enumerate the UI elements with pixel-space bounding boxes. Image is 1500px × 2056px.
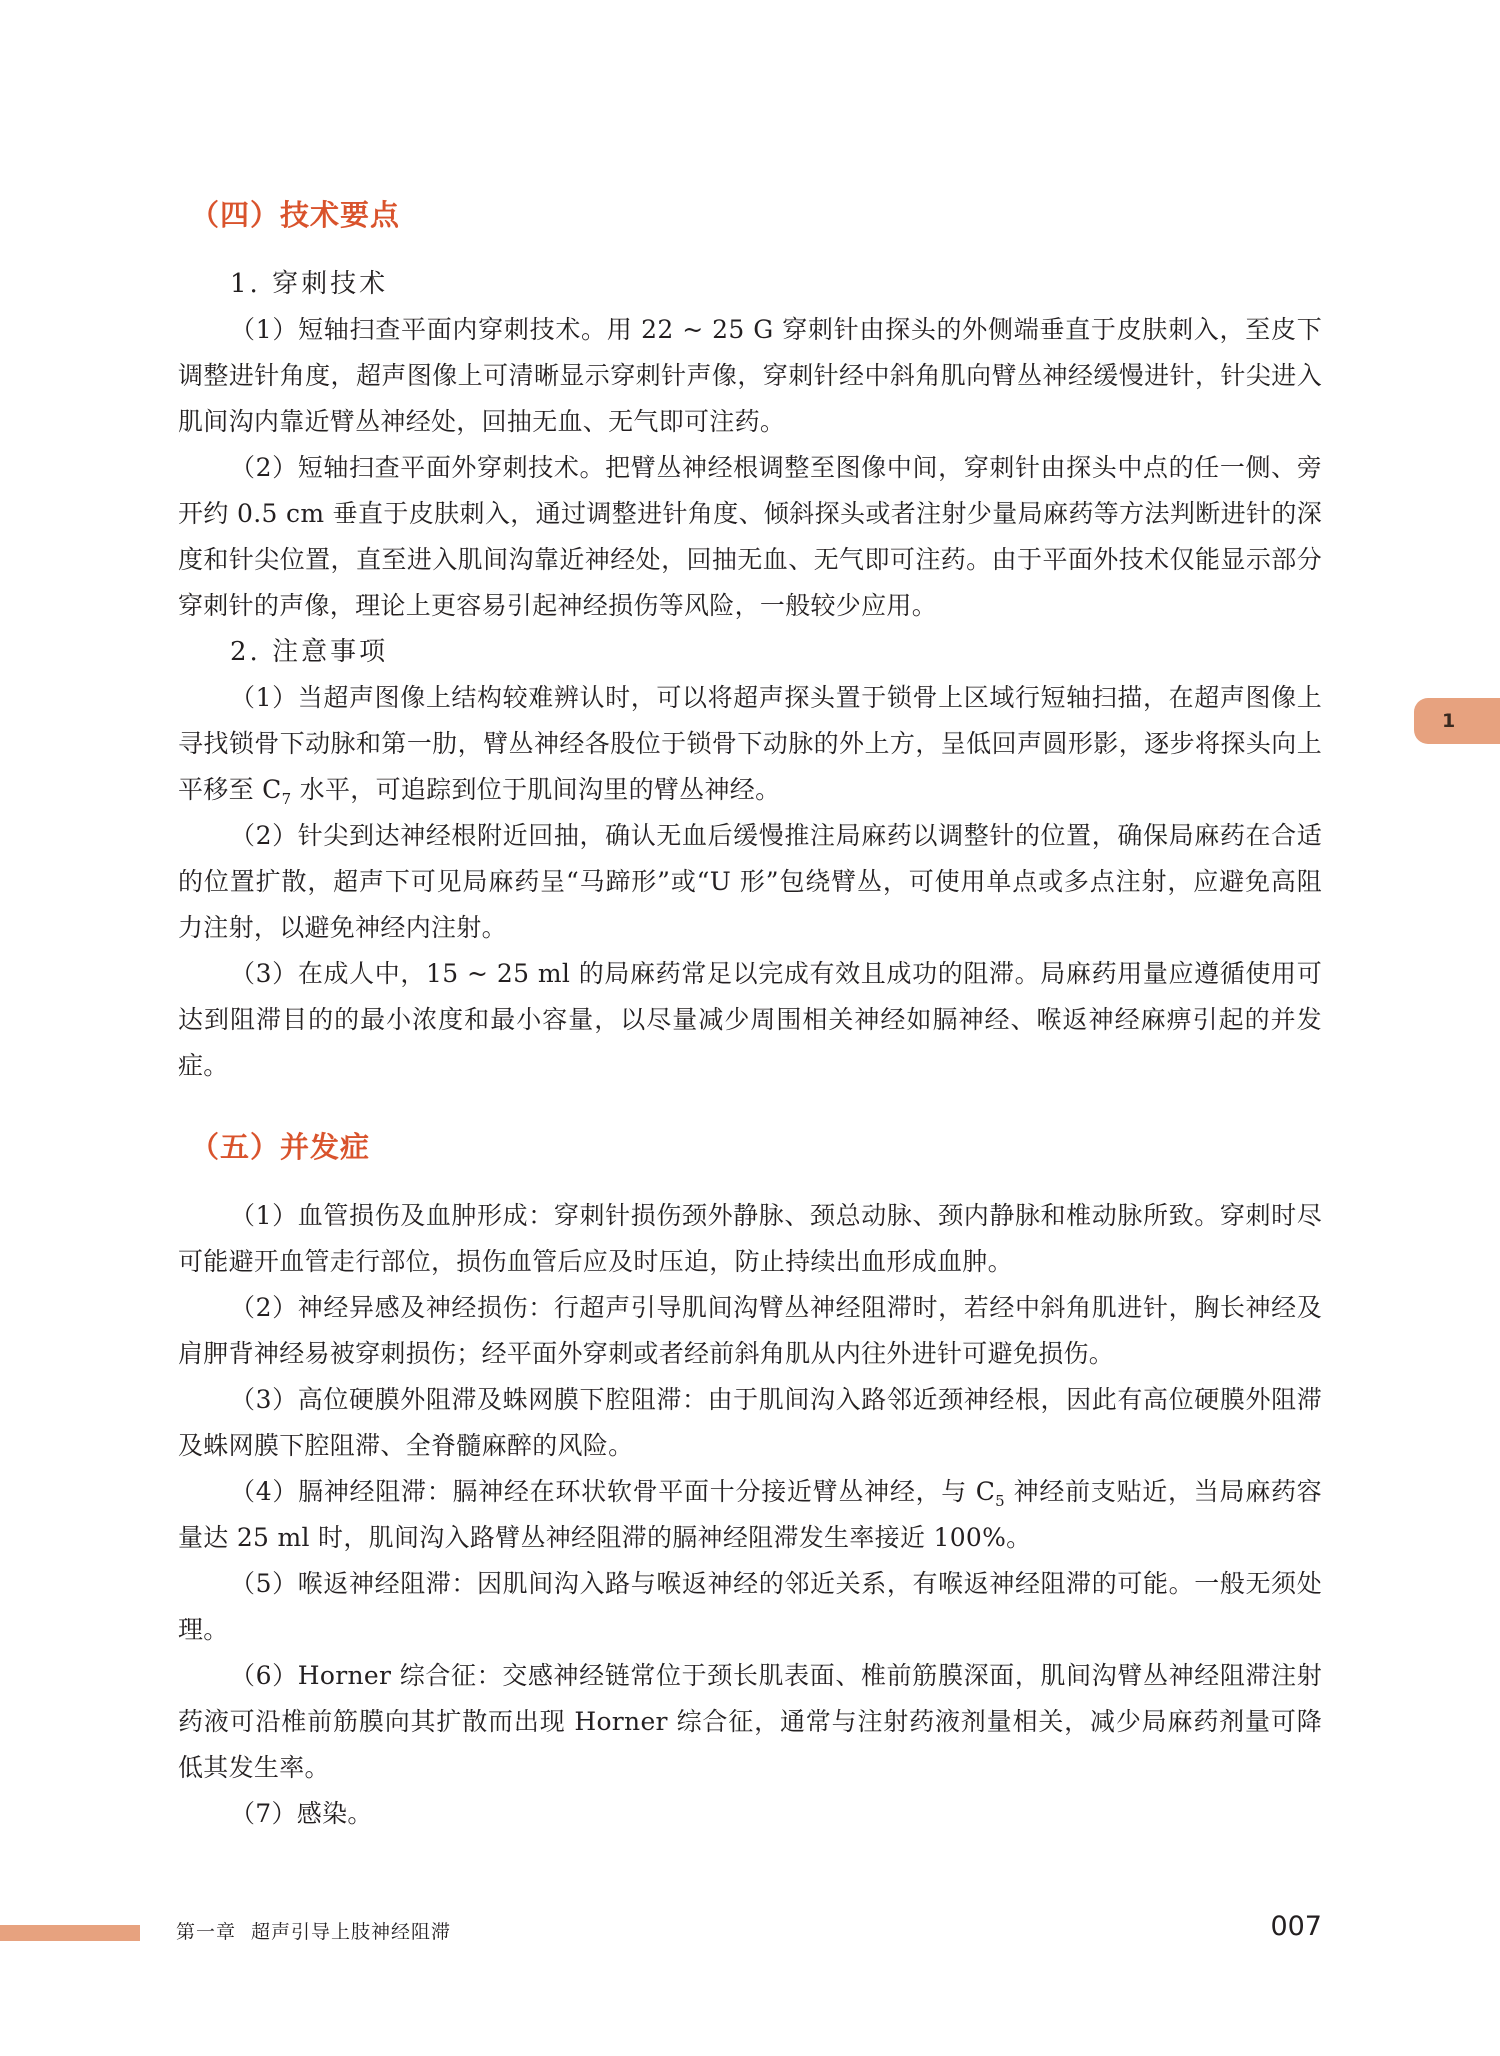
- footer-accent-bar: [0, 1925, 140, 1941]
- paragraph: （1）短轴扫查平面内穿刺技术。用 22 ~ 25 G 穿刺针由探头的外侧端垂直于皮肤刺入，至皮下调整进针角度，超声图像上可清晰显示穿刺针声像，穿刺针经中斜角肌向臂丛神经缓慢进针，针尖进入肌间沟内靠近臂丛神经处，回抽无血、无气即可注药。: [178, 315, 1322, 436]
- section-heading-technique: （四）技术要点: [190, 198, 401, 232]
- paragraph: （2）针尖到达神经根附近回抽，确认无血后缓慢推注局麻药以调整针的位置，确保局麻药在合适的位置扩散，超声下可见局麻药呈“马蹄形”或“U 形”包绕臂丛，可使用单点或多点注射，应避免高阻力注射，以避免神经内注射。: [178, 821, 1322, 942]
- paragraph: （3）在成人中，15 ~ 25 ml 的局麻药常足以完成有效且成功的阻滞。局麻药用量应遵循使用可达到阻滞目的的最小浓度和最小容量，以尽量减少周围相关神经如膈神经、喉返神经麻痹引起的并发症。: [178, 959, 1322, 1080]
- paragraph: （5）喉返神经阻滞：因肌间沟入路与喉返神经的邻近关系，有喉返神经阻滞的可能。一般无须处理。: [178, 1569, 1322, 1644]
- subscript: 5: [995, 1492, 1005, 1510]
- paragraph: （2）神经异感及神经损伤：行超声引导肌间沟臂丛神经阻滞时，若经中斜角肌进针，胸长神经及肩胛背神经易被穿刺损伤；经平面外穿刺或者经前斜角肌从内往外进针可避免损伤。: [178, 1293, 1322, 1368]
- paragraph: （6）Horner 综合征：交感神经链常位于颈长肌表面、椎前筋膜深面，肌间沟臂丛神经阻滞注射药液可沿椎前筋膜向其扩散而出现 Horner 综合征，通常与注射药液剂量相关，减少局麻药剂量可降低其发生率。: [178, 1661, 1322, 1782]
- paragraph: （1）血管损伤及血肿形成：穿刺针损伤颈外静脉、颈总动脉、颈内静脉和椎动脉所致。穿刺时尽可能避开血管走行部位，损伤血管后应及时压迫，防止持续出血形成血肿。: [178, 1201, 1322, 1276]
- text-run: （4）膈神经阻滞：膈神经在环状软骨平面十分接近臂丛神经，与 C: [230, 1477, 996, 1506]
- page-number: 007: [1270, 1911, 1322, 1942]
- paragraph: [178, 1469, 1322, 1561]
- paragraph: （7）感染。: [230, 1799, 373, 1828]
- section-spacer: [178, 1089, 1322, 1127]
- subheading-puncture: 1. 穿刺技术: [230, 269, 389, 299]
- page-content: [178, 195, 1322, 1837]
- paragraph: （3）高位硬膜外阻滞及蛛网膜下腔阻滞：由于肌间沟入路邻近颈神经根，因此有高位硬膜外阻滞及蛛网膜下腔阻滞、全脊髓麻醉的风险。: [178, 1385, 1322, 1460]
- paragraph: [178, 675, 1322, 813]
- subheading-precautions: 2. 注意事项: [230, 637, 389, 667]
- footer-chapter-title: 第一章 超声引导上肢神经阻滞: [176, 1921, 452, 1943]
- paragraph: （2）短轴扫查平面外穿刺技术。把臂丛神经根调整至图像中间，穿刺针由探头中点的任一侧、旁开约 0.5 cm 垂直于皮肤刺入，通过调整进针角度、倾斜探头或者注射少量局麻药等方法判断进针的深度和针尖位置，直至进入肌间沟靠近神经处，回抽无血、无气即可注药。由于平面外技术仅能显示部分穿刺针的声像，理论上更容易引起神经损伤等风险，一般较少应用。: [178, 453, 1322, 620]
- text-run: 神经前支贴近，当局麻药容量达 25 ml 时，肌间沟入路臂丛神经阻滞的膈神经阻滞发生率接近 100%。: [178, 1477, 1322, 1552]
- section-heading-complications: （五）并发症: [190, 1130, 371, 1164]
- text-run: （1）当超声图像上结构较难辨认时，可以将超声探头置于锁骨上区域行短轴扫描，在超声图像上寻找锁骨下动脉和第一肋，臂丛神经各股位于锁骨下动脉的外上方，呈低回声圆形影，逐步将探头向上平移至 C: [178, 683, 1322, 804]
- chapter-tab: 1: [1414, 698, 1500, 744]
- text-run: 水平，可追踪到位于肌间沟里的臂丛神经。: [291, 775, 781, 804]
- subscript: 7: [281, 790, 292, 808]
